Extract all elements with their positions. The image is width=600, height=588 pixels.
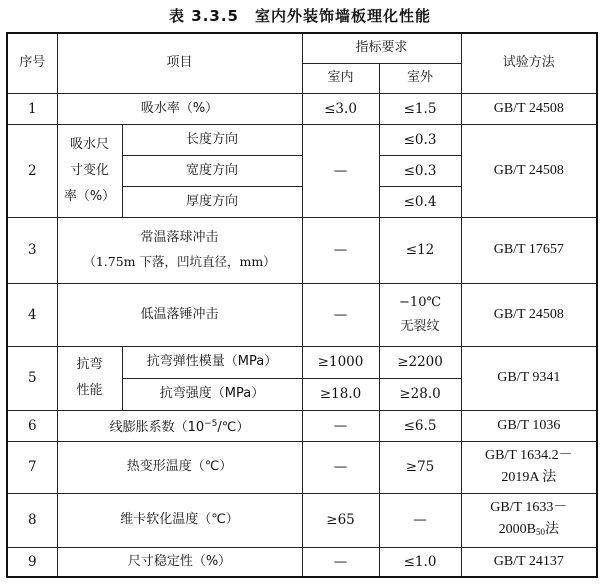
row-outdoor: ≤1.0 bbox=[379, 547, 461, 577]
sub-item: 厚度方向 bbox=[122, 186, 302, 217]
row-number: 6 bbox=[7, 410, 57, 441]
row-item bbox=[57, 217, 302, 283]
table-row bbox=[7, 93, 597, 124]
item-superscript: −5 bbox=[204, 418, 218, 429]
group-label-line: 吸水尺 bbox=[69, 136, 109, 152]
group-label-line: 性能 bbox=[76, 383, 103, 398]
table-row bbox=[7, 493, 597, 547]
header-requirement: 指标要求 bbox=[302, 33, 461, 63]
sub-item: 宽度方向 bbox=[122, 155, 302, 186]
method-line bbox=[464, 519, 595, 543]
item-line: 常温落球冲击 bbox=[140, 230, 219, 245]
header-seq: 序号 bbox=[7, 33, 57, 93]
row-number: 1 bbox=[7, 93, 57, 124]
method-subscript: 50 bbox=[535, 527, 545, 537]
row-outdoor bbox=[379, 283, 461, 346]
row-number: 3 bbox=[7, 217, 57, 283]
row-indoor: — bbox=[302, 124, 379, 217]
header-item: 项目 bbox=[57, 33, 302, 93]
header-method: 试验方法 bbox=[461, 33, 597, 93]
row-indoor: ≤3.0 bbox=[302, 93, 379, 124]
row-method bbox=[461, 493, 597, 547]
row-indoor: — bbox=[302, 283, 379, 346]
table-row bbox=[7, 547, 597, 577]
row-indoor: — bbox=[302, 410, 379, 441]
group-label-line: 抗弯 bbox=[76, 357, 103, 372]
method-text: 2000B bbox=[498, 522, 536, 537]
row-number: 5 bbox=[7, 346, 57, 410]
row-outdoor: ≤6.5 bbox=[379, 410, 461, 441]
method-text: 法 bbox=[544, 522, 559, 537]
table-row bbox=[7, 283, 597, 346]
row-indoor: ≥65 bbox=[302, 493, 379, 547]
sub-outdoor: ≤0.4 bbox=[379, 186, 461, 217]
sub-outdoor: ≤0.3 bbox=[379, 124, 461, 155]
sub-item: 长度方向 bbox=[122, 124, 302, 155]
row-outdoor: ≤1.5 bbox=[379, 93, 461, 124]
row-method: GB/T 1036 bbox=[461, 410, 597, 441]
method-line: GB/T 1634.2－ bbox=[484, 448, 573, 463]
method-line: 2019A 法 bbox=[501, 470, 557, 485]
item-text: /℃） bbox=[217, 419, 250, 435]
sub-indoor: ≥18.0 bbox=[302, 378, 379, 410]
table-row bbox=[7, 124, 597, 155]
outdoor-line: −10℃ bbox=[399, 294, 442, 310]
row-item: 低温落锤冲击 bbox=[57, 283, 302, 346]
sub-item: 抗弯强度（MPa） bbox=[122, 378, 302, 410]
row-group-label bbox=[57, 124, 122, 217]
row-indoor: — bbox=[302, 441, 379, 493]
item-line: （1.75m 下落，凹坑直径，mm） bbox=[83, 254, 276, 269]
group-label-line: 率（%） bbox=[63, 188, 116, 204]
sub-outdoor: ≥28.0 bbox=[379, 378, 461, 410]
row-method: GB/T 9341 bbox=[461, 346, 597, 410]
row-number: 8 bbox=[7, 493, 57, 547]
row-outdoor: ≤12 bbox=[379, 217, 461, 283]
method-line: GB/T 1633－ bbox=[490, 500, 568, 515]
row-method: GB/T 24508 bbox=[461, 283, 597, 346]
header-row bbox=[7, 33, 597, 63]
row-item: 吸水率（%） bbox=[57, 93, 302, 124]
row-indoor: — bbox=[302, 547, 379, 577]
table-row bbox=[7, 217, 597, 283]
row-number: 4 bbox=[7, 283, 57, 346]
table-title: 表 3.3.5 室内外装饰墙板理化性能 bbox=[169, 7, 431, 25]
item-text: 线膨胀系数（10 bbox=[109, 419, 205, 435]
table-row bbox=[7, 441, 597, 493]
properties-table bbox=[6, 32, 598, 578]
header-outdoor: 室外 bbox=[379, 63, 461, 93]
table-row bbox=[7, 346, 597, 378]
row-number: 7 bbox=[7, 441, 57, 493]
row-method: GB/T 24137 bbox=[461, 547, 597, 577]
row-group-label bbox=[57, 346, 122, 410]
sub-indoor: ≥1000 bbox=[302, 346, 379, 378]
row-outdoor: ≥75 bbox=[379, 441, 461, 493]
row-item: 尺寸稳定性（%） bbox=[57, 547, 302, 577]
row-number: 2 bbox=[7, 124, 57, 217]
row-method bbox=[461, 441, 597, 493]
row-method: GB/T 24508 bbox=[461, 124, 597, 217]
outdoor-line: 无裂纹 bbox=[400, 318, 440, 334]
sub-outdoor: ≥2200 bbox=[379, 346, 461, 378]
sub-outdoor: ≤0.3 bbox=[379, 155, 461, 186]
row-method: GB/T 24508 bbox=[461, 93, 597, 124]
row-method: GB/T 17657 bbox=[461, 217, 597, 283]
sub-item: 抗弯弹性模量（MPa） bbox=[122, 346, 302, 378]
group-label-line: 寸变化 bbox=[69, 162, 109, 178]
row-outdoor: — bbox=[379, 493, 461, 547]
row-item: 维卡软化温度（℃） bbox=[57, 493, 302, 547]
row-item bbox=[57, 410, 302, 441]
row-indoor: — bbox=[302, 217, 379, 283]
row-item: 热变形温度（℃） bbox=[57, 441, 302, 493]
row-number: 9 bbox=[7, 547, 57, 577]
table-row bbox=[7, 410, 597, 441]
header-indoor: 室内 bbox=[302, 63, 379, 93]
